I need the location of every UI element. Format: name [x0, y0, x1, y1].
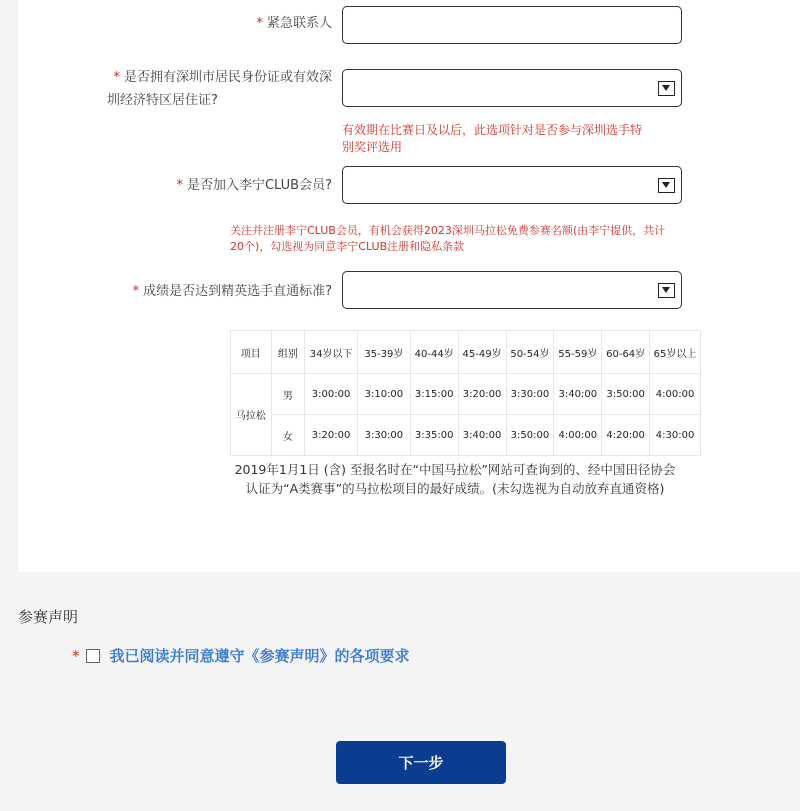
standards-note: 2019年1月1日 (含) 至报名时在“中国马拉松”网站可查询到的、经中国田径协会 认证为“A类赛事”的马拉松项目的最好成绩。(未勾选视为自动放弃直通资格): [234, 462, 676, 496]
elite-standards-table: [230, 330, 701, 456]
table-cell: 4:20:00: [602, 415, 650, 456]
table-header-cell: 组别: [271, 331, 305, 374]
table-header-cell: 65岁以上: [650, 331, 701, 374]
lining-club-select[interactable]: [342, 166, 682, 204]
table-cell: 3:30:00: [357, 415, 410, 456]
dropdown-arrow-icon: [658, 81, 675, 96]
table-cell: 3:50:00: [506, 415, 554, 456]
declaration-section-title: 参赛声明: [18, 608, 79, 626]
lining-club-label: * 是否加入李宁CLUB会员?: [176, 178, 332, 193]
lining-club-note: 关注并注册李宁CLUB会员，有机会获得2023深圳马拉松免费参赛名额(由李宁提供，共计 20个)，勾选视为同意李宁CLUB注册和隐私条款: [230, 224, 666, 253]
table-group-cell: 男: [271, 374, 305, 415]
required-mark: *: [176, 178, 183, 193]
table-cell: 3:10:00: [357, 374, 410, 415]
next-step-button[interactable]: 下一步: [336, 741, 506, 784]
table-cell: 3:20:00: [305, 415, 358, 456]
required-mark: *: [256, 16, 263, 31]
emergency-contact-label: * 紧急联系人: [256, 16, 332, 31]
table-header-cell: 34岁以下: [305, 331, 358, 374]
table-cell: 3:00:00: [305, 374, 358, 415]
declaration-agree-row: [72, 645, 410, 666]
declaration-agree-link[interactable]: 我已阅读并同意遵守《参赛声明》的各项要求: [109, 647, 410, 665]
table-cell: 3:40:00: [554, 374, 602, 415]
table-cell: 3:15:00: [410, 374, 458, 415]
table-row: [231, 374, 701, 415]
table-header-row: [231, 331, 701, 374]
dropdown-arrow-icon: [658, 283, 675, 298]
table-header-cell: 40-44岁: [410, 331, 458, 374]
table-cell: 4:00:00: [554, 415, 602, 456]
required-mark: *: [72, 646, 80, 665]
table-cell: 3:35:00: [410, 415, 458, 456]
residence-question-label: * 是否拥有深圳市居民身份证或有效深: [113, 70, 332, 85]
table-cell: 4:30:00: [650, 415, 701, 456]
table-header-cell: 35-39岁: [357, 331, 410, 374]
table-cell: 3:40:00: [458, 415, 506, 456]
emergency-contact-input[interactable]: [342, 6, 682, 44]
table-cell: 3:30:00: [506, 374, 554, 415]
elite-standard-label: * 成绩是否达到精英选手直通标准?: [132, 284, 332, 299]
table-cell: 4:00:00: [650, 374, 701, 415]
table-group-cell: 女: [271, 415, 305, 456]
declaration-checkbox[interactable]: [86, 649, 100, 663]
table-cell: 3:50:00: [602, 374, 650, 415]
table-cell: 3:20:00: [458, 374, 506, 415]
table-event-cell: 马拉松: [231, 374, 272, 456]
residence-select[interactable]: [342, 69, 682, 107]
elite-standard-select[interactable]: [342, 271, 682, 309]
table-header-cell: 项目: [231, 331, 272, 374]
residence-note: 有效期在比赛日及以后，此选项针对是否参与深圳选手特 别奖评选用: [342, 123, 643, 154]
required-mark: *: [113, 70, 120, 85]
required-mark: *: [132, 284, 140, 299]
table-header-cell: 50-54岁: [506, 331, 554, 374]
dropdown-arrow-icon: [658, 178, 675, 193]
residence-question-label-line2: 圳经济特区居住证?: [107, 93, 218, 108]
table-header-cell: 45-49岁: [458, 331, 506, 374]
table-header-cell: 55-59岁: [554, 331, 602, 374]
table-row: [231, 415, 701, 456]
table-header-cell: 60-64岁: [602, 331, 650, 374]
